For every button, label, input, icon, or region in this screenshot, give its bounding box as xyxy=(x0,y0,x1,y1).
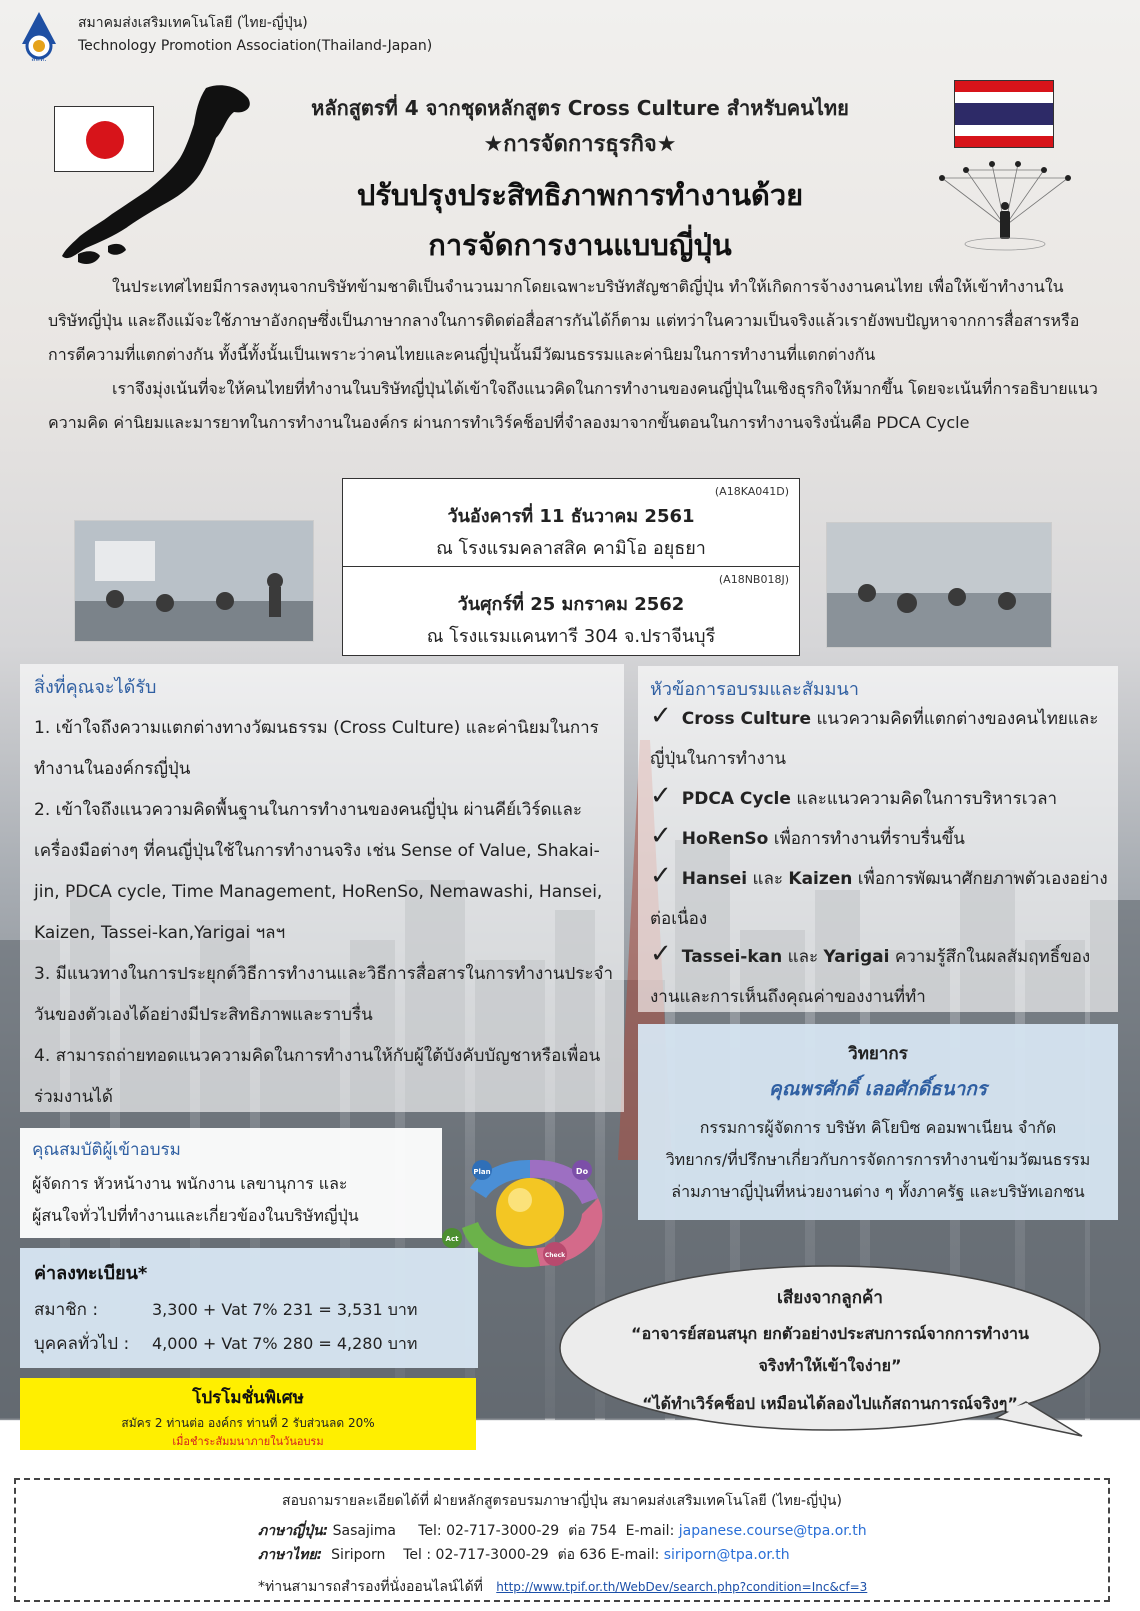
session-2-venue: ณ โรงแรมแคนทารี 304 จ.ปราจีนบุรี xyxy=(426,626,716,647)
topic-item-4: ✓ Hansei และ Kaizen เพื่อการพัฒนาศักยภาพตัวเองอย่างต่อเนื่อง xyxy=(650,861,1108,929)
topics-heading: หัวข้อการอบรมและสัมมนา xyxy=(650,679,859,700)
testimonial-quote-2: “ได้ทำเวิร์คช็อป เหมือนได้ลองไปแก้สถานการณ์จริงๆ” xyxy=(642,1394,1018,1413)
topic-item-1: ✓ Cross Culture แนวความคิดที่แตกต่างของคนไทยและญี่ปุ่นในการทำงาน xyxy=(650,701,1099,769)
benefits-list xyxy=(34,708,614,1118)
pdca-check-label: Check xyxy=(544,1252,566,1259)
footer-intro: สอบถามรายละเอียดได้ที่ ฝ่ายหลักสูตรอบรมภาษาญี่ปุ่น สมาคมส่งเสริมเทคโนโลยี (ไทย-ญี่ปุ่น) xyxy=(282,1493,842,1509)
check-icon: ✓ xyxy=(650,861,672,891)
check-icon: ✓ xyxy=(650,781,672,811)
speaker-panel xyxy=(638,1024,1118,1220)
thai-email-link[interactable]: siriporn@tpa.or.th xyxy=(663,1547,790,1563)
speaker-heading: วิทยากร xyxy=(848,1044,908,1064)
qualification-line-2: ผู้สนใจทั่วไปที่ทำงานและเกี่ยวข้องในบริษัทญี่ปุ่น xyxy=(32,1206,359,1225)
course-series-line: หลักสูตรที่ 4 จากชุดหลักสูตร Cross Culture สำหรับคนไทย xyxy=(311,96,849,120)
fee-general-price: 4,000 + Vat 7% 280 = 4,280 บาท xyxy=(152,1334,418,1353)
main-title-line1: ปรับปรุงประสิทธิภาพการทำงานด้วย xyxy=(356,178,804,212)
course-category: ★การจัดการธุรกิจ★ xyxy=(483,132,677,157)
main-title-line2: การจัดการงานแบบญี่ปุ่น xyxy=(428,228,732,262)
session-1-venue: ณ โรงแรมคลาสสิค คามิโอ อยุธยา xyxy=(436,538,706,559)
speaker-line-2: วิทยากร/ที่ปรึกษาเกี่ยวกับการจัดการการทำงานข้ามวัฒนธรรม xyxy=(665,1150,1091,1169)
classroom-photo-1 xyxy=(74,520,314,642)
promotion-line-2: เมื่อชำระสัมมนาภายในวันอบรม xyxy=(172,1435,324,1448)
benefits-heading: สิ่งที่คุณจะได้รับ xyxy=(34,677,157,698)
topic-item-5: ✓ Tassei-kan และ Yarigai ความรู้สึกในผลสัมฤทธิ์ของงานและการเห็นถึงคุณค่าของงานที่ทำ xyxy=(650,939,1091,1007)
session-1-code: (A18KA041D) xyxy=(714,485,789,498)
testimonial-quote-1b: จริงทำให้เข้าใจง่าย” xyxy=(758,1356,902,1375)
fee-member-price: 3,300 + Vat 7% 231 = 3,531 บาท xyxy=(152,1300,418,1319)
topic-item-2: ✓ PDCA Cycle และแนวความคิดในการบริหารเวลา xyxy=(650,781,1058,811)
promotion-line-1: สมัคร 2 ท่านต่อ องค์กร ท่านที่ 2 รับส่วนลด 20% xyxy=(121,1416,375,1430)
session-dates-box xyxy=(342,478,800,656)
testimonial-quote-1a: “อาจารย์สอนสนุก ยกตัวอย่างประสบการณ์จากการทำงาน xyxy=(631,1324,1029,1343)
registration-fee-panel xyxy=(20,1248,478,1368)
footer-japanese-contact: ภาษาญี่ปุ่น: Sasajima Tel: 02-717-3000-29 ต่อ 754 E-mail: japanese.course@tpa.or.th xyxy=(258,1523,867,1539)
qualification-panel xyxy=(20,1128,442,1238)
benefit-item-1: 1. เข้าใจถึงความแตกต่างทางวัฒนธรรม (Cross Culture) และค่านิยมในการทำงานในองค์กรญี่ปุ่น xyxy=(34,718,599,779)
session-2 xyxy=(343,567,799,655)
contact-footer xyxy=(14,1478,1110,1602)
speaker-line-3: ล่ามภาษาญี่ปุ่นที่หน่วยงานต่าง ๆ ทั้งภาครัฐ และบริษัทเอกชน xyxy=(671,1182,1085,1201)
benefit-item-4: 4. สามารถถ่ายทอดแนวความคิดในการทำงานให้กับผู้ใต้บังคับบัญชาหรือเพื่อนร่วมงานได้ xyxy=(34,1046,601,1107)
check-icon: ✓ xyxy=(650,701,672,731)
fee-member-label: สมาชิก : xyxy=(34,1300,99,1320)
testimonial-bubble xyxy=(556,1262,1104,1440)
org-name-thai: สมาคมส่งเสริมเทคโนโลยี (ไทย-ญี่ปุ่น) xyxy=(78,15,308,31)
session-2-code: (A18NB018J) xyxy=(718,573,789,586)
benefits-panel xyxy=(20,664,624,1112)
japan-flag-icon xyxy=(54,106,154,172)
fee-general-label: บุคคลทั่วไป : xyxy=(34,1334,130,1354)
svg-text:สสท.: สสท. xyxy=(31,55,47,62)
footer-online-booking: *ท่านสามารถสำรองที่นั่งออนไลน์ได้ที่ http://www.tpif.or.th/WebDev/search.php?condition=Inc&cf=3 xyxy=(258,1579,868,1595)
topics-panel xyxy=(638,666,1118,1012)
promotion-box xyxy=(20,1378,476,1450)
intro-paragraph-2: เราจึงมุ่งเน้นที่จะให้คนไทยที่ทำงานในบริษัทญี่ปุ่นได้เข้าใจถึงแนวคิดในการทำงานของคนญี่ปุ่นในเชิงธุรกิจให้มากขึ้น โดยจะเน้นที่การอธิบายแนวความคิด ค่านิยมและมารยาทในการทำงานในองค์กร ผ่านการทำเวิร์คช็อปที่จำลองมาจากขั้นตอนในการทำงานจริงนั่นคือ PDCA Cycle xyxy=(48,379,1098,432)
classroom-photo-2 xyxy=(826,522,1052,648)
session-1-date: วันอังคารที่ 11 ธันวาคม 2561 xyxy=(447,506,695,527)
session-1 xyxy=(343,479,799,567)
intro-paragraph-1: ในประเทศไทยมีการลงทุนจากบริษัทข้ามชาติเป็นจำนวนมากโดยเฉพาะบริษัทสัญชาติญี่ปุ่น ทำให้เกิดการจ้างงานคนไทย เพื่อให้เข้าทำงานในบริษัทญี่ปุ่น และถึงแม้จะใช้ภาษาอังกฤษซึ่งเป็นภาษากลางในการติดต่อสื่อสารกันได้ก็ตาม แต่ทว่าในความเป็นจริงแล้วเรายังพบปัญหาจากการสื่อสารหรือการตีความที่แตกต่างกัน ทั้งนี้ทั้งนั้นเป็นเพราะว่าคนไทยและคนญี่ปุ่นนั้นมีวัฒนธรรมและค่านิยมในการทำงานที่แตกต่างกัน xyxy=(48,277,1080,364)
thailand-flag-icon xyxy=(954,80,1054,148)
online-booking-link[interactable]: http://www.tpif.or.th/WebDev/search.php?condition=Inc&cf=3 xyxy=(496,1580,868,1594)
testimonial-heading: เสียงจากลูกค้า xyxy=(777,1288,883,1308)
check-icon: ✓ xyxy=(650,821,672,851)
speaker-name: คุณพรศักดิ์ เลอศักดิ์ธนากร xyxy=(769,1078,987,1100)
pdca-plan-label: Plan xyxy=(473,1168,491,1176)
japanese-email-link[interactable]: japanese.course@tpa.or.th xyxy=(678,1523,867,1539)
org-name-english: Technology Promotion Association(Thailand-Japan) xyxy=(78,38,433,54)
tpa-logo xyxy=(18,10,60,62)
benefit-item-2: 2. เข้าใจถึงแนวความคิดพื้นฐานในการทำงานของคนญี่ปุ่น ผ่านคีย์เวิร์ดและเครื่องมือต่างๆ ที่คนญี่ปุ่นใช้ในการทำงานจริง เช่น Sense of Value, Shakai-jin, PDCA cycle, Time Management, HoRenSo, Nemawashi, Hansei, Kaizen, Tassei-kan,Yarigai ฯลฯ xyxy=(34,800,603,943)
session-2-date: วันศุกร์ที่ 25 มกราคม 2562 xyxy=(457,594,685,615)
pdca-do-label: Do xyxy=(575,1167,589,1176)
speaker-line-1: กรรมการผู้จัดการ บริษัท คิโยบิซ คอมพาเนียน จำกัด xyxy=(699,1118,1057,1137)
benefit-item-3: 3. มีแนวทางในการประยุกต์วิธีการทำงานและวิธีการสื่อสารในการทำงานประจำวันของตัวเองได้อย่างมีประสิทธิภาพและราบรื่น xyxy=(34,964,614,1025)
fee-heading: ค่าลงทะเบียน* xyxy=(34,1263,148,1284)
check-icon: ✓ xyxy=(650,939,672,969)
topic-item-3: ✓ HoRenSo เพื่อการทำงานที่ราบรื่นขึ้น xyxy=(650,821,965,851)
intro-text xyxy=(48,270,1098,440)
business-network-icon xyxy=(930,156,1080,256)
pdca-act-label: Act xyxy=(445,1235,459,1243)
promotion-heading: โปรโมชั่นพิเศษ xyxy=(192,1388,304,1408)
qualification-heading: คุณสมบัติผู้เข้าอบรม xyxy=(32,1140,181,1160)
qualification-line-1: ผู้จัดการ หัวหน้างาน พนักงาน เลขานุการ และ xyxy=(32,1174,348,1193)
footer-thai-contact: ภาษาไทย: Siriporn Tel : 02-717-3000-29 ต่อ 636 E-mail: siriporn@tpa.or.th xyxy=(258,1547,790,1563)
